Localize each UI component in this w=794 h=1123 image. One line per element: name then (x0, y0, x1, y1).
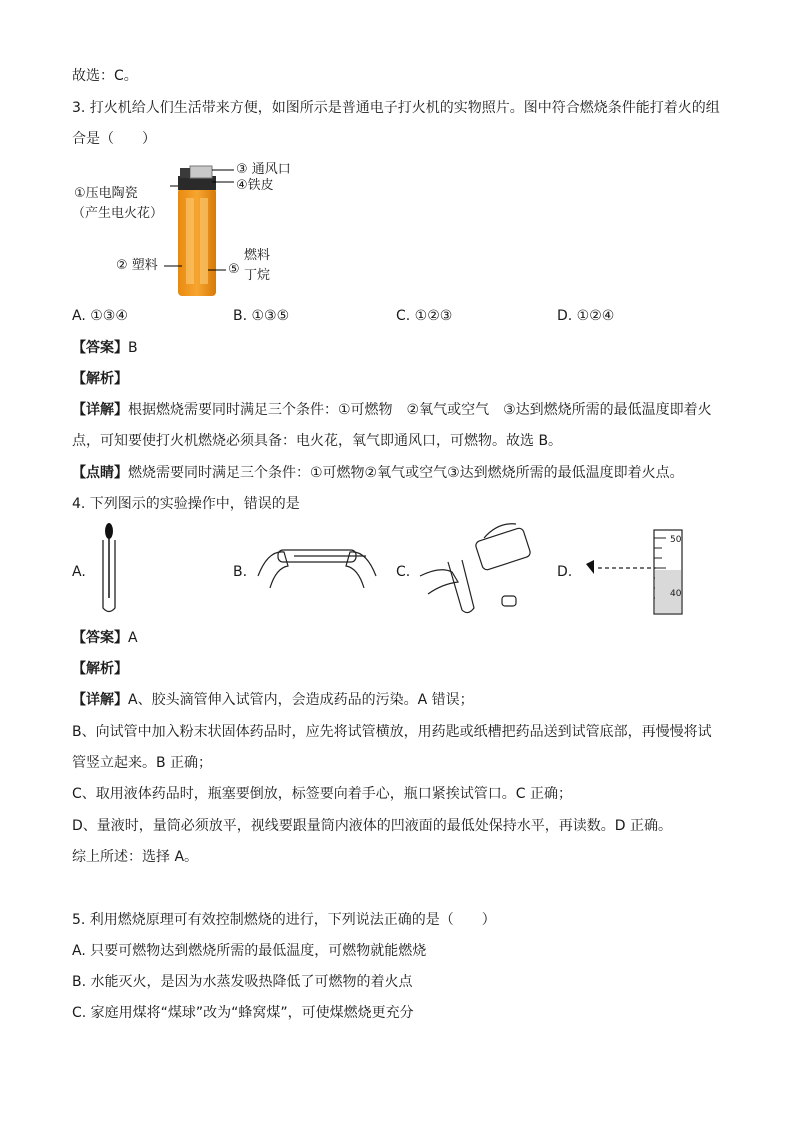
read-cylinder-figure (582, 526, 692, 616)
point-tag: 【点睛】 (72, 465, 128, 481)
q4-summary: 综上所述：选择 A。 (72, 849, 199, 865)
label-fuel: 燃料 (244, 248, 271, 263)
answer-tag: 【答案】 (72, 340, 128, 356)
detail-tag: 【详解】 (72, 402, 128, 418)
answer-tag: 【答案】 (72, 630, 128, 646)
detail-text: A、胶头滴管伸入试管内，会造成药品的污染。A 错误； (128, 692, 474, 708)
q4-option-b-label: B. (233, 564, 248, 580)
label-iron: ④铁皮 (236, 178, 274, 193)
q3-stem-line1: 3. 打火机给人们生活带来方便，如图所示是普通电子打火机的实物照片。图中符合燃烧条件能打着火的组 (72, 100, 720, 116)
analysis-tag: 【解析】 (72, 371, 128, 387)
q3-option-a: A. ①③④ (72, 308, 128, 324)
q4-answer (72, 628, 138, 648)
q4-stem: 4. 下列图示的实验操作中，错误的是 (72, 496, 300, 512)
label-piezo: ①压电陶瓷 (74, 186, 138, 201)
label-vent: ③ 通风口 (236, 162, 291, 177)
q3-detail-line2: 点，可知要使打火机燃烧必须具备：电火花，氧气即通风口，可燃物。故选 B。 (72, 433, 563, 449)
q5-option-c: C. 家庭用煤将“煤球”改为“蜂窝煤”，可使煤燃烧更充分 (72, 1005, 414, 1021)
pour-liquid-figure (418, 518, 534, 618)
q3-point (72, 463, 684, 483)
q4-detail-b2: 管竖立起来。B 正确； (72, 755, 213, 771)
q3-answer (72, 338, 138, 358)
q5-option-b: B. 水能灭火，是因为水蒸发吸热降低了可燃物的着火点 (72, 974, 413, 990)
label-butane: 丁烷 (244, 268, 271, 283)
q4-option-c-label: C. (396, 564, 411, 580)
q4-detail-a (72, 690, 474, 710)
label-piezo-note: （产生电火花） (72, 206, 164, 221)
q4-detail-b1: B、向试管中加入粉末状固体药品时，应先将试管横放，用药匙或纸槽把药品送到试管底部，再慢慢将试 (72, 724, 712, 740)
q4-detail-c: C、取用液体药品时，瓶塞要倒放，标签要向着手心，瓶口紧挨试管口。C 正确； (72, 786, 572, 802)
q3-option-d: D. ①②④ (557, 308, 615, 324)
q5-option-a: A. 只要可燃物达到燃烧所需的最低温度，可燃物就能燃烧 (72, 943, 427, 959)
label-plastic: ② 塑料 (116, 258, 158, 273)
answer-value: A (128, 630, 138, 646)
detail-text: 根据燃烧需要同时满足三个条件：①可燃物 ②氧气或空气 ③达到燃烧所需的最低温度即着火 (128, 402, 712, 418)
label-fuel-num: ⑤ (228, 262, 240, 277)
q4-option-d-label: D. (557, 564, 573, 580)
q4-option-a-label: A. (72, 564, 86, 580)
q3-option-b: B. ①③⑤ (233, 308, 290, 324)
dropper-in-tube-figure (94, 522, 124, 616)
q3-option-c: C. ①②③ (396, 308, 453, 324)
cylinder-mark-50: 50 (670, 535, 682, 545)
q2-conclusion: 故选：C。 (72, 68, 138, 84)
analysis-tag: 【解析】 (72, 661, 128, 677)
q3-detail-line1 (72, 400, 712, 420)
point-text: 燃烧需要同时满足三个条件：①可燃物②氧气或空气③达到燃烧所需的最低温度即着火点。 (128, 465, 684, 481)
cylinder-mark-40: 40 (670, 589, 682, 599)
answer-value: B (128, 340, 138, 356)
lighter-image (72, 158, 312, 298)
powder-into-tube-figure (254, 536, 380, 592)
lighter-figure (72, 158, 312, 298)
q4-detail-d: D、量液时，量筒必须放平，视线要跟量筒内液体的凹液面的最低处保持水平，再读数。D 正确。 (72, 818, 673, 834)
q4-analysis-tag (72, 659, 128, 679)
q3-stem-line2: 合是（ ） (72, 131, 156, 147)
detail-tag: 【详解】 (72, 692, 128, 708)
q3-analysis-tag (72, 369, 128, 389)
q5-stem: 5. 利用燃烧原理可有效控制燃烧的进行，下列说法正确的是（ ） (72, 912, 496, 928)
